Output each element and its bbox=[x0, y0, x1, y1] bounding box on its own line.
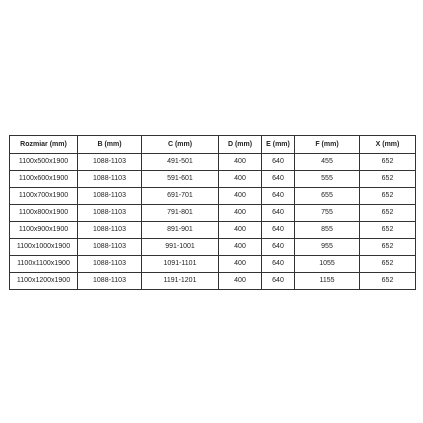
table-row bbox=[10, 256, 416, 273]
header-x: X (mm) bbox=[360, 136, 416, 154]
cell-x: 652 bbox=[360, 188, 416, 205]
table-row bbox=[10, 188, 416, 205]
cell-e: 640 bbox=[262, 154, 295, 171]
cell-c: 991-1001 bbox=[142, 239, 219, 256]
cell-c: 691-701 bbox=[142, 188, 219, 205]
cell-d: 400 bbox=[219, 188, 262, 205]
cell-c: 791-801 bbox=[142, 205, 219, 222]
cell-e: 640 bbox=[262, 256, 295, 273]
cell-x: 652 bbox=[360, 256, 416, 273]
header-rozmiar: Rozmiar (mm) bbox=[10, 136, 78, 154]
cell-b: 1088-1103 bbox=[78, 205, 142, 222]
cell-b: 1088-1103 bbox=[78, 188, 142, 205]
header-d: D (mm) bbox=[219, 136, 262, 154]
table-row bbox=[10, 154, 416, 171]
cell-x: 652 bbox=[360, 154, 416, 171]
cell-rozmiar: 1100x1000x1900 bbox=[10, 239, 78, 256]
cell-c: 491-501 bbox=[142, 154, 219, 171]
cell-rozmiar: 1100x1100x1900 bbox=[10, 256, 78, 273]
cell-e: 640 bbox=[262, 205, 295, 222]
cell-f: 955 bbox=[295, 239, 360, 256]
cell-b: 1088-1103 bbox=[78, 239, 142, 256]
table-row bbox=[10, 222, 416, 239]
cell-rozmiar: 1100x600x1900 bbox=[10, 171, 78, 188]
cell-d: 400 bbox=[219, 171, 262, 188]
cell-f: 1055 bbox=[295, 256, 360, 273]
table-header-row bbox=[10, 136, 416, 154]
cell-d: 400 bbox=[219, 273, 262, 290]
dimensions-table bbox=[9, 135, 416, 290]
cell-rozmiar: 1100x500x1900 bbox=[10, 154, 78, 171]
cell-d: 400 bbox=[219, 239, 262, 256]
cell-d: 400 bbox=[219, 222, 262, 239]
cell-f: 855 bbox=[295, 222, 360, 239]
cell-x: 652 bbox=[360, 273, 416, 290]
cell-c: 1191-1201 bbox=[142, 273, 219, 290]
cell-b: 1088-1103 bbox=[78, 171, 142, 188]
cell-rozmiar: 1100x700x1900 bbox=[10, 188, 78, 205]
cell-rozmiar: 1100x800x1900 bbox=[10, 205, 78, 222]
cell-rozmiar: 1100x1200x1900 bbox=[10, 273, 78, 290]
cell-e: 640 bbox=[262, 222, 295, 239]
cell-x: 652 bbox=[360, 239, 416, 256]
table-row bbox=[10, 171, 416, 188]
cell-b: 1088-1103 bbox=[78, 222, 142, 239]
cell-d: 400 bbox=[219, 154, 262, 171]
cell-d: 400 bbox=[219, 256, 262, 273]
cell-e: 640 bbox=[262, 188, 295, 205]
cell-e: 640 bbox=[262, 171, 295, 188]
cell-b: 1088-1103 bbox=[78, 154, 142, 171]
cell-c: 1091-1101 bbox=[142, 256, 219, 273]
cell-c: 891-901 bbox=[142, 222, 219, 239]
header-e: E (mm) bbox=[262, 136, 295, 154]
cell-b: 1088-1103 bbox=[78, 256, 142, 273]
cell-f: 655 bbox=[295, 188, 360, 205]
cell-x: 652 bbox=[360, 171, 416, 188]
header-f: F (mm) bbox=[295, 136, 360, 154]
table-row bbox=[10, 205, 416, 222]
cell-rozmiar: 1100x900x1900 bbox=[10, 222, 78, 239]
cell-f: 555 bbox=[295, 171, 360, 188]
cell-f: 755 bbox=[295, 205, 360, 222]
cell-f: 455 bbox=[295, 154, 360, 171]
cell-b: 1088-1103 bbox=[78, 273, 142, 290]
table-row bbox=[10, 273, 416, 290]
header-b: B (mm) bbox=[78, 136, 142, 154]
header-c: C (mm) bbox=[142, 136, 219, 154]
cell-c: 591-601 bbox=[142, 171, 219, 188]
cell-d: 400 bbox=[219, 205, 262, 222]
cell-x: 652 bbox=[360, 205, 416, 222]
cell-x: 652 bbox=[360, 222, 416, 239]
table-row bbox=[10, 239, 416, 256]
cell-f: 1155 bbox=[295, 273, 360, 290]
cell-e: 640 bbox=[262, 239, 295, 256]
cell-e: 640 bbox=[262, 273, 295, 290]
